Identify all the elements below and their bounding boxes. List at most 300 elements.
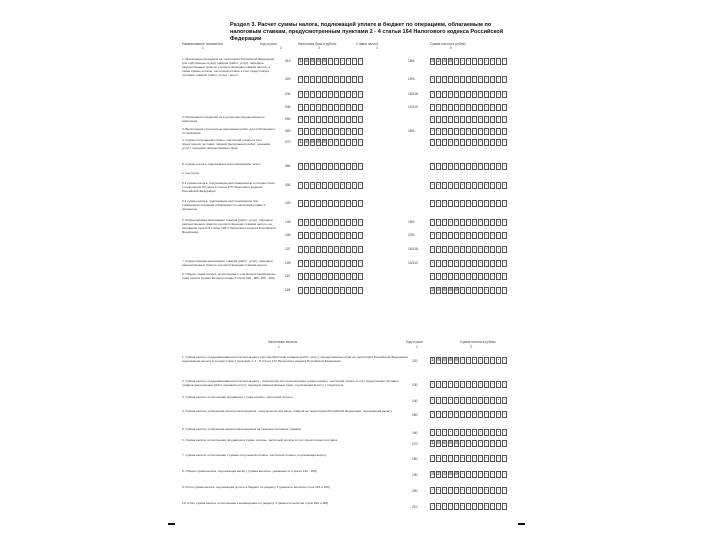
digit-cell: - — [341, 274, 344, 279]
digit-cell: - — [479, 105, 482, 110]
section1-row-code: 060 — [285, 129, 291, 133]
digit-cell: - — [437, 382, 440, 387]
digit-cell: - — [305, 261, 308, 266]
digit-cell: 0 — [449, 358, 452, 363]
digit-cell: - — [461, 59, 464, 64]
tax-amount-field[interactable] — [430, 139, 508, 146]
digit-cell: - — [431, 398, 434, 403]
digit-cell: - — [455, 274, 458, 279]
declaration-sheet — [168, 18, 528, 528]
digit-cell: - — [479, 504, 482, 509]
section1-row-code: 070 — [285, 140, 291, 144]
section2-row-label: 6. Сумма налога, исчисленная продавцом в сумме оплаты, частичной оплаты в счет предстоящих поставок — [182, 438, 338, 442]
digit-cell: - — [305, 247, 308, 252]
digit-cell: - — [491, 441, 494, 446]
digit-cell: - — [359, 274, 362, 279]
digit-cell: - — [461, 274, 464, 279]
digit-cell: - — [353, 247, 356, 252]
digit-cell: 1 — [431, 358, 434, 363]
deduction-amount-field[interactable] — [430, 429, 508, 436]
deduction-amount-field[interactable] — [430, 397, 508, 404]
deduction-amount-field[interactable] — [430, 357, 508, 364]
digit-cell: - — [503, 504, 506, 509]
digit-cell: - — [479, 164, 482, 169]
deduction-amount-field[interactable] — [430, 440, 508, 447]
digit-cell: - — [305, 129, 308, 134]
digit-cell: - — [347, 201, 350, 206]
digit-cell: - — [431, 382, 434, 387]
tax-amount-field[interactable] — [430, 260, 508, 267]
digit-cell: - — [497, 92, 500, 97]
digit-cell: - — [431, 247, 434, 252]
digit-cell: - — [467, 288, 470, 293]
section1-row-code: 109 — [285, 261, 291, 265]
tax-base-field[interactable] — [298, 219, 364, 226]
digit-cell: - — [449, 488, 452, 493]
digit-cell: 0 — [443, 288, 446, 293]
digit-cell: - — [353, 92, 356, 97]
digit-cell: - — [335, 220, 338, 225]
digit-cell: - — [317, 129, 320, 134]
tax-base-field[interactable] — [298, 163, 364, 170]
digit-cell: - — [305, 183, 308, 188]
section1-row-rate: 10/110 — [408, 261, 418, 265]
digit-cell: - — [479, 398, 482, 403]
digit-cell: - — [491, 382, 494, 387]
tax-base-field[interactable] — [298, 128, 364, 135]
digit-cell: - — [341, 233, 344, 238]
digit-cell: - — [299, 274, 302, 279]
digit-cell: - — [461, 140, 464, 145]
digit-cell: - — [443, 129, 446, 134]
digit-cell: - — [491, 398, 494, 403]
digit-cell: - — [455, 261, 458, 266]
tax-base-field[interactable] — [298, 232, 364, 239]
digit-cell: - — [497, 456, 500, 461]
digit-cell: - — [347, 140, 350, 145]
digit-cell: - — [485, 59, 488, 64]
digit-cell: - — [497, 472, 500, 477]
section1-row-label: 6. Корректировка реализации товаров (работ, услуг), передачи имущественных прав по соответствующим ставкам налога, на основании пункта 6 статьи 105.3 Налогового кодекса Российской Федерации — [182, 218, 276, 234]
digit-cell: - — [461, 430, 464, 435]
section2-row-code: 160 — [412, 431, 418, 435]
section1-row-label: 5.1 суммы налога, подлежащие восстановлению в соответствии с подпунктом 8 пункта 3 статьи 170 Налогового кодекса Российской Федерации — [182, 181, 275, 193]
digit-cell: - — [455, 164, 458, 169]
digit-cell: - — [485, 77, 488, 82]
digit-cell: - — [305, 288, 308, 293]
digit-cell: - — [473, 358, 476, 363]
digit-cell: - — [347, 164, 350, 169]
digit-cell: - — [455, 220, 458, 225]
digit-cell: - — [443, 261, 446, 266]
digit-cell: - — [467, 117, 470, 122]
digit-cell: - — [473, 140, 476, 145]
section1-row-rate: 18% — [408, 59, 415, 63]
section2-header-num: 2 — [416, 345, 418, 349]
section1-row-label: 7. Корректировка реализации товаров (работ, услуг), передачи имущественных прав по соответствующим ставкам налога — [182, 259, 273, 267]
digit-cell: - — [329, 129, 332, 134]
digit-cell: - — [491, 358, 494, 363]
digit-cell: 4 — [443, 472, 446, 477]
digit-cell: - — [437, 504, 440, 509]
digit-cell: - — [497, 129, 500, 134]
digit-cell: - — [467, 201, 470, 206]
digit-cell: - — [491, 261, 494, 266]
digit-cell: - — [341, 140, 344, 145]
digit-cell: - — [455, 201, 458, 206]
digit-cell: - — [461, 183, 464, 188]
digit-cell: - — [461, 412, 464, 417]
digit-cell: - — [317, 92, 320, 97]
digit-cell: - — [449, 220, 452, 225]
tax-amount-field[interactable] — [430, 182, 508, 189]
digit-cell: - — [485, 92, 488, 97]
digit-cell: - — [335, 288, 338, 293]
digit-cell: - — [347, 117, 350, 122]
digit-cell: - — [467, 358, 470, 363]
digit-cell: - — [335, 59, 338, 64]
digit-cell: - — [479, 201, 482, 206]
digit-cell: - — [467, 472, 470, 477]
digit-cell: - — [449, 129, 452, 134]
digit-cell: - — [347, 247, 350, 252]
digit-cell: - — [311, 105, 314, 110]
digit-cell: - — [437, 92, 440, 97]
digit-cell: - — [437, 105, 440, 110]
digit-cell: - — [503, 140, 506, 145]
tax-amount-field[interactable] — [430, 58, 508, 65]
section2-row-label: 3. Сумма налога, исчисленная продавцом с сумм оплаты, частичной оплаты — [182, 395, 293, 399]
digit-cell: - — [491, 247, 494, 252]
digit-cell: - — [323, 261, 326, 266]
tax-base-field[interactable] — [298, 246, 364, 253]
digit-cell: - — [497, 430, 500, 435]
digit-cell: - — [347, 220, 350, 225]
digit-cell: - — [443, 398, 446, 403]
section1-row-label: 2. Реализация предприятия в целом как имущественного комплекса — [182, 115, 265, 123]
digit-cell: - — [437, 164, 440, 169]
digit-cell: - — [431, 504, 434, 509]
tax-amount-field[interactable] — [430, 232, 508, 239]
digit-cell: - — [485, 261, 488, 266]
deduction-amount-field[interactable] — [430, 487, 508, 494]
digit-cell: - — [437, 140, 440, 145]
digit-cell: - — [473, 201, 476, 206]
digit-cell: - — [467, 274, 470, 279]
digit-cell: - — [449, 456, 452, 461]
digit-cell: - — [461, 105, 464, 110]
digit-cell: - — [299, 183, 302, 188]
tax-amount-field[interactable] — [430, 104, 508, 111]
tax-base-field[interactable] — [298, 139, 364, 146]
tax-amount-field[interactable] — [430, 246, 508, 253]
digit-cell: - — [353, 117, 356, 122]
digit-cell: - — [479, 430, 482, 435]
tax-amount-field[interactable] — [430, 287, 508, 294]
section2-row-label: 10. Итого сумма налога, исчисленная к возмещению по разделу 3 (разность величин строк 190 и 118) — [182, 501, 329, 505]
digit-cell: - — [329, 59, 332, 64]
digit-cell: - — [461, 382, 464, 387]
digit-cell: - — [431, 274, 434, 279]
digit-cell: - — [329, 92, 332, 97]
digit-cell: 8 — [305, 59, 308, 64]
digit-cell: - — [485, 201, 488, 206]
digit-cell: - — [497, 247, 500, 252]
digit-cell: - — [299, 164, 302, 169]
section1-row-code: 020 — [285, 77, 291, 81]
tax-amount-field[interactable] — [430, 128, 508, 135]
tax-base-field[interactable] — [298, 104, 364, 111]
digit-cell: - — [449, 92, 452, 97]
section1-row-label: 4. Суммы полученной оплаты, частичной оплаты в счет предстоящих поставок товаров (выполнения работ, оказания услуг), передачи имущественных прав — [182, 138, 270, 150]
digit-cell: - — [467, 412, 470, 417]
digit-cell: - — [341, 288, 344, 293]
digit-cell: - — [473, 412, 476, 417]
digit-cell: - — [335, 92, 338, 97]
digit-cell: - — [455, 77, 458, 82]
digit-cell: - — [497, 59, 500, 64]
digit-cell: - — [455, 456, 458, 461]
digit-cell: - — [323, 105, 326, 110]
digit-cell: - — [335, 247, 338, 252]
digit-cell: - — [305, 233, 308, 238]
digit-cell: - — [455, 140, 458, 145]
digit-cell: - — [467, 398, 470, 403]
tax-amount-field[interactable] — [430, 219, 508, 226]
digit-cell: - — [497, 77, 500, 82]
digit-cell: - — [461, 164, 464, 169]
digit-cell: - — [479, 233, 482, 238]
section2-row-label: 9. Итого сумма налога, подлежащая уплате в бюджет по разделу 3 (разность величин строк 118 и 190) — [182, 485, 330, 489]
digit-cell: - — [347, 105, 350, 110]
digit-cell: - — [431, 77, 434, 82]
digit-cell: - — [461, 398, 464, 403]
digit-cell: - — [479, 358, 482, 363]
digit-cell: - — [467, 183, 470, 188]
deduction-amount-field[interactable] — [430, 455, 508, 462]
digit-cell: - — [467, 261, 470, 266]
digit-cell: - — [485, 456, 488, 461]
digit-cell: - — [491, 488, 494, 493]
digit-cell: - — [341, 59, 344, 64]
digit-cell: - — [353, 261, 356, 266]
digit-cell: - — [347, 59, 350, 64]
section2-row-label: 2. Сумма налога, предъявленная налогоплательщику - покупателю при перечислении суммы оплаты, частичной оплаты в счет предстоящих поставок товаров (выполнения работ, оказания услуг), передачи имущественных прав, подлежащая вычету у покупателя — [182, 379, 399, 387]
digit-cell: - — [317, 117, 320, 122]
digit-cell: - — [497, 201, 500, 206]
digit-cell: - — [305, 105, 308, 110]
digit-cell: - — [461, 233, 464, 238]
digit-cell: - — [473, 129, 476, 134]
digit-cell: - — [467, 129, 470, 134]
section2-row-code: 130 — [412, 383, 418, 387]
tax-amount-field[interactable] — [430, 91, 508, 98]
digit-cell: 0 — [449, 288, 452, 293]
tax-base-field[interactable] — [298, 182, 364, 189]
digit-cell: - — [431, 164, 434, 169]
digit-cell: - — [479, 77, 482, 82]
digit-cell: - — [491, 201, 494, 206]
section2-row-code: 150 — [412, 413, 418, 417]
digit-cell: - — [503, 358, 506, 363]
section1-row-rate: 18% — [408, 220, 415, 224]
digit-cell: - — [449, 430, 452, 435]
digit-cell: - — [437, 274, 440, 279]
digit-cell: - — [467, 441, 470, 446]
digit-cell: - — [431, 412, 434, 417]
deduction-amount-field[interactable] — [430, 471, 508, 478]
digit-cell: - — [341, 247, 344, 252]
digit-cell: - — [305, 92, 308, 97]
digit-cell: - — [497, 358, 500, 363]
digit-cell: - — [461, 129, 464, 134]
digit-cell: 0 — [311, 59, 314, 64]
section2-row-label: 1. Сумма налога, предъявленная налогоплательщику при приобретении товаров (работ, услуг), имущественных прав на территории Российской Федерации, подлежащая вычету в соответствии с пунктами 2, 4 - 5 статьи 171 Налогового кодекса Российской Федерации — [182, 355, 409, 363]
digit-cell: - — [443, 430, 446, 435]
digit-cell: - — [335, 261, 338, 266]
digit-cell: - — [449, 201, 452, 206]
digit-cell: - — [473, 105, 476, 110]
digit-cell: - — [485, 472, 488, 477]
digit-cell: - — [479, 488, 482, 493]
digit-cell: - — [353, 105, 356, 110]
section1-row-rate: 10/110 — [408, 105, 418, 109]
digit-cell: - — [437, 261, 440, 266]
section1-row-code: 100 — [285, 201, 291, 205]
digit-cell: - — [335, 140, 338, 145]
digit-cell: - — [311, 274, 314, 279]
digit-cell: - — [473, 441, 476, 446]
digit-cell: - — [479, 412, 482, 417]
digit-cell: - — [491, 456, 494, 461]
section-title: Раздел 3. Расчет суммы налога, подлежащей уплате в бюджет по операциям, облагаемым по налоговым ставкам, предусмотренным пунктами 2 - 4 статьи 164 Налогового кодекса Российской Федерации — [230, 22, 504, 42]
digit-cell: - — [503, 105, 506, 110]
tax-amount-field[interactable] — [430, 76, 508, 83]
digit-cell: - — [329, 140, 332, 145]
digit-cell: - — [305, 274, 308, 279]
tax-base-field[interactable] — [298, 116, 364, 123]
digit-cell: - — [497, 233, 500, 238]
digit-cell: - — [479, 288, 482, 293]
section1-row-rate: 10% — [408, 77, 415, 81]
digit-cell: - — [359, 129, 362, 134]
digit-cell: - — [479, 129, 482, 134]
tax-base-field[interactable] — [298, 76, 364, 83]
tax-amount-field[interactable] — [430, 273, 508, 280]
digit-cell: 0 — [317, 140, 320, 145]
digit-cell: - — [461, 92, 464, 97]
section1-row-label: 8. Общая сумма налога, исчисленная с учетом восстановленных сумм налога (сумма величин графы 5 строк 010 - 080, 105 - 109) — [182, 272, 276, 280]
digit-cell: - — [311, 117, 314, 122]
digit-cell: 2 — [431, 288, 434, 293]
digit-cell: - — [467, 456, 470, 461]
digit-cell: - — [503, 288, 506, 293]
digit-cell: - — [479, 220, 482, 225]
digit-cell: - — [461, 247, 464, 252]
section1-header: Налоговая база в рублях — [298, 42, 337, 46]
digit-cell: - — [317, 201, 320, 206]
digit-cell: - — [503, 382, 506, 387]
digit-cell: - — [449, 105, 452, 110]
digit-cell: - — [485, 220, 488, 225]
digit-cell: - — [485, 164, 488, 169]
tax-base-field[interactable] — [298, 260, 364, 267]
digit-cell: - — [323, 247, 326, 252]
deduction-amount-field[interactable] — [430, 503, 508, 510]
digit-cell: - — [323, 288, 326, 293]
digit-cell: - — [353, 140, 356, 145]
digit-cell: - — [485, 412, 488, 417]
digit-cell: - — [461, 77, 464, 82]
deduction-amount-field[interactable] — [430, 381, 508, 388]
digit-cell: - — [491, 117, 494, 122]
section2-row-code: 140 — [412, 399, 418, 403]
page-marker-right — [518, 523, 525, 525]
digit-cell: - — [461, 358, 464, 363]
section2-row-label: 8. Общая сумма налога, подлежащая вычету (сумма величин, указанных в строках 120 - 185) — [182, 469, 317, 473]
digit-cell: - — [485, 288, 488, 293]
digit-cell: - — [335, 117, 338, 122]
digit-cell: - — [329, 77, 332, 82]
tax-base-field[interactable] — [298, 200, 364, 207]
digit-cell: - — [323, 201, 326, 206]
digit-cell: - — [491, 430, 494, 435]
section1-row-rate: 10% — [408, 233, 415, 237]
digit-cell: - — [449, 183, 452, 188]
tax-base-field[interactable] — [298, 273, 364, 280]
digit-cell: - — [311, 183, 314, 188]
digit-cell: - — [443, 247, 446, 252]
digit-cell: - — [341, 201, 344, 206]
digit-cell: - — [455, 504, 458, 509]
digit-cell: - — [437, 201, 440, 206]
tax-amount-field[interactable] — [430, 200, 508, 207]
tax-amount-field[interactable] — [430, 116, 508, 123]
digit-cell: - — [455, 92, 458, 97]
digit-cell: - — [503, 117, 506, 122]
digit-cell: - — [347, 261, 350, 266]
section1-header-num: 1 — [202, 46, 204, 50]
digit-cell: - — [497, 412, 500, 417]
digit-cell: - — [437, 456, 440, 461]
digit-cell: - — [473, 261, 476, 266]
deduction-amount-field[interactable] — [430, 411, 508, 418]
section1-row-rate: 18/118 — [408, 247, 418, 251]
tax-base-field[interactable] — [298, 58, 364, 65]
digit-cell: 0 — [455, 441, 458, 446]
digit-cell: - — [431, 92, 434, 97]
digit-cell: - — [497, 288, 500, 293]
digit-cell: - — [359, 164, 362, 169]
digit-cell: - — [437, 247, 440, 252]
digit-cell: 1 — [299, 59, 302, 64]
tax-base-field[interactable] — [298, 91, 364, 98]
digit-cell: - — [431, 430, 434, 435]
digit-cell: - — [467, 430, 470, 435]
digit-cell: - — [491, 412, 494, 417]
digit-cell: - — [311, 233, 314, 238]
digit-cell: - — [359, 77, 362, 82]
tax-base-field[interactable] — [298, 287, 364, 294]
section2-row-code: 180 — [412, 457, 418, 461]
digit-cell: - — [491, 288, 494, 293]
tax-amount-field[interactable] — [430, 163, 508, 170]
digit-cell: - — [491, 472, 494, 477]
digit-cell: - — [443, 201, 446, 206]
digit-cell: - — [479, 140, 482, 145]
digit-cell: - — [341, 129, 344, 134]
digit-cell: - — [305, 220, 308, 225]
